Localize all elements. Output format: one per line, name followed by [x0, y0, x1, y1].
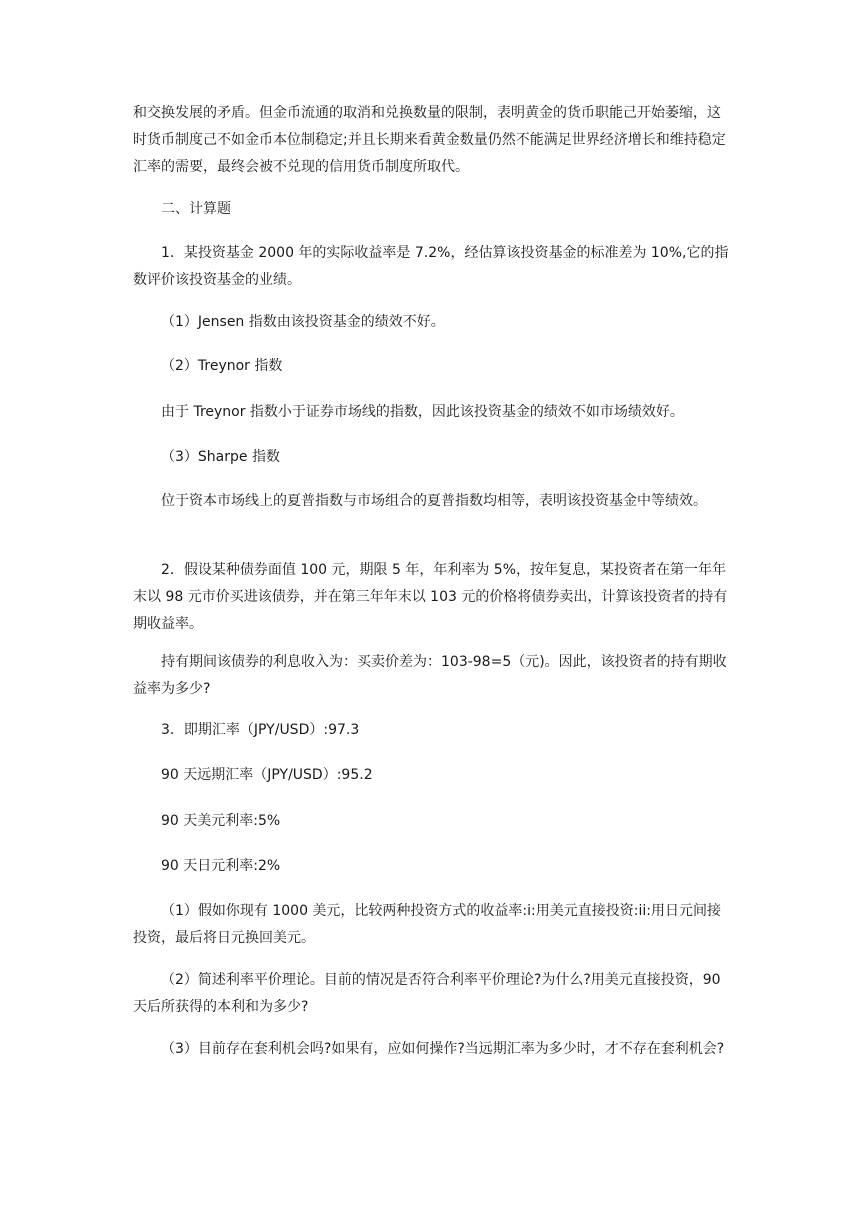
- answer-sharpe: [133, 488, 733, 515]
- paragraph-text: 位于资本市场线上的夏普指数与市场组合的夏普指数均相等，表明该投资基金中等绩效。: [161, 493, 707, 509]
- paragraph-text: 90 天远期汇率（JPY/USD）:95.2: [161, 767, 373, 783]
- paragraph-text: 由于 Treynor 指数小于证券市场线的指数，因此该投资基金的绩效不如市场绩效好。: [161, 404, 684, 420]
- paragraph-text: （2）简述利率平价理论。目前的情况是否符合利率平价理论?为什么?用美元直接投资，90 天后所获得的本利和为多少?: [133, 972, 721, 1015]
- answer-treynor: [133, 399, 733, 426]
- question-3-jpy-rate: [133, 853, 733, 880]
- question-3-usd-rate: [133, 808, 733, 835]
- paragraph-text: 2．假设某种债券面值 100 元，期限 5 年，年利率为 5%，按年复息，某投资者在第一年年末以 98 元市价买进该债券，并在第三年年末以 103 元的价格将债券卖出，计算该投资者的持有期收益率。: [133, 562, 728, 632]
- question-3-part-2: [133, 967, 733, 1021]
- paragraph-text: 1．某投资基金 2000 年的实际收益率是 7.2%，经估算该投资基金的标准差为 10%,它的指数评价该投资基金的业绩。: [133, 245, 729, 288]
- paragraph-text: 3．即期汇率（JPY/USD）:97.3: [161, 722, 360, 738]
- paragraph-text: 90 天日元利率:2%: [161, 858, 281, 874]
- paragraph-text: （1）假如你现有 1000 美元，比较两种投资方式的收益率:i:用美元直接投资:ii:用日元间接投资，最后将日元换回美元。: [133, 903, 721, 946]
- paragraph-text: （2）Treynor 指数: [161, 358, 283, 374]
- question-2: [133, 557, 733, 638]
- paragraph-text: （3）Sharpe 指数: [161, 449, 280, 465]
- paragraph-text: （3）目前存在套利机会吗?如果有，应如何操作?当远期汇率为多少时，才不存在套利机会?: [161, 1041, 725, 1057]
- question-3-forward-rate: [133, 762, 733, 789]
- answer-2: [133, 649, 733, 703]
- section-heading-calculation: [133, 196, 733, 223]
- paragraph-text: 持有期间该债券的利息收入为：买卖价差为：103-98=5（元)。因此，该投资者的持有期收益率为多少?: [133, 654, 727, 697]
- answer-sharpe-heading: [133, 444, 733, 471]
- question-3-spot-rate: [133, 717, 733, 744]
- answer-jensen: [133, 309, 733, 336]
- heading-text: 二、计算题: [161, 201, 231, 217]
- answer-treynor-heading: [133, 353, 733, 380]
- paragraph-monetary-system: [133, 100, 733, 181]
- question-3-part-3: [133, 1036, 733, 1063]
- paragraph-text: 90 天美元利率:5%: [161, 813, 281, 829]
- paragraph-text: （1）Jensen 指数由该投资基金的绩效不好。: [161, 314, 445, 330]
- question-3-part-1: [133, 898, 733, 952]
- paragraph-text: 和交换发展的矛盾。但金币流通的取消和兑换数量的限制，表明黄金的货币职能己开始萎缩，这时货币制度己不如金币本位制稳定;并且长期来看黄金数量仍然不能满足世界经济增长和维持稳定汇率的需要，最终会被不兑现的信用货币制度所取代。: [133, 105, 726, 175]
- question-1: [133, 240, 733, 294]
